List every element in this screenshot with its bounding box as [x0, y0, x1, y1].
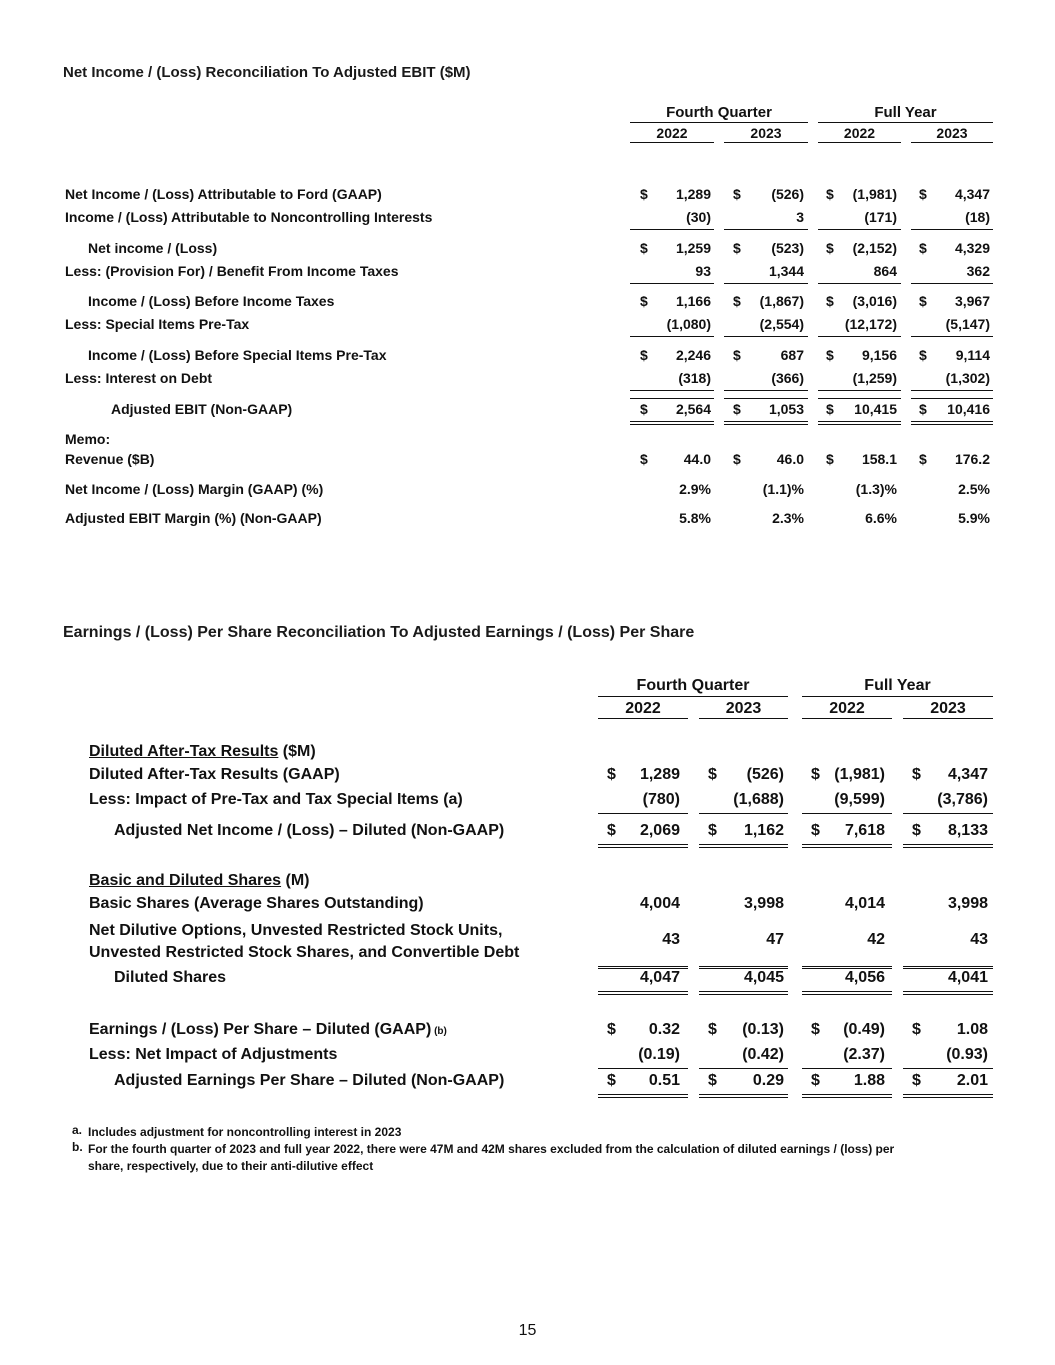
- row-label-text: Adjusted EBIT Margin (%) (Non-GAAP): [65, 510, 322, 526]
- row-label-line: Net Dilutive Options, Unvested Restricted Stock Units,: [89, 922, 503, 939]
- ebit-cell-value: 158.1: [861, 451, 897, 467]
- eps-cell-value: 2,069: [639, 822, 680, 839]
- total-underline: [699, 1068, 788, 1069]
- ebit-cell-value: (318): [678, 370, 711, 386]
- eps-cell-value: 4,014: [844, 895, 885, 912]
- total-underline: [598, 1094, 688, 1095]
- currency-symbol: $: [919, 293, 927, 309]
- eps-table-row: [0, 766, 1055, 788]
- ebit-table-row: [0, 186, 1055, 208]
- eps-year-header: 2022: [829, 700, 865, 717]
- total-underline: [630, 283, 714, 284]
- eps-cell-value: (0.93): [946, 1046, 988, 1063]
- currency-symbol: $: [826, 401, 834, 417]
- eps-year-header: 2023: [725, 700, 762, 717]
- total-underline: [911, 229, 993, 230]
- row-label-text: Less: Interest on Debt: [65, 370, 213, 386]
- eps-row-label: [89, 766, 340, 784]
- total-underline: [818, 229, 901, 230]
- currency-symbol: $: [811, 1072, 820, 1089]
- ebit-table-row: [0, 263, 1055, 285]
- ebit-cell-value: 2.5%: [958, 481, 990, 497]
- eps-table-row: [0, 872, 1055, 894]
- section-heading-unit: (M): [281, 872, 310, 889]
- total-double-underline: [699, 847, 788, 848]
- currency-symbol: $: [919, 186, 927, 202]
- total-underline: [903, 1068, 993, 1069]
- currency-symbol: $: [826, 347, 834, 363]
- row-label-text: Less: Impact of Pre-Tax and Tax Special Items (a): [89, 791, 463, 808]
- total-underline: [724, 283, 808, 284]
- row-label-text: Less: (Provision For) / Benefit From Income Taxes: [65, 263, 399, 279]
- row-label-text: Diluted After-Tax Results (GAAP): [89, 766, 340, 783]
- currency-symbol: $: [733, 186, 741, 202]
- eps-cell-value: 1.08: [956, 1021, 988, 1038]
- eps-table-row: [0, 743, 1055, 765]
- ebit-cell-value: (5,147): [945, 316, 990, 332]
- total-underline: [802, 813, 892, 814]
- ebit-cell-value: 2.3%: [772, 510, 804, 526]
- ebit-cell-value: (1,302): [945, 370, 990, 386]
- eps-cell-value: 1,162: [743, 822, 784, 839]
- eps-cell-value: (1,981): [834, 766, 885, 783]
- ebit-total-top-rule: [724, 398, 808, 399]
- eps-total-top-rule: [699, 966, 788, 967]
- ebit-row-label: [65, 209, 432, 225]
- eps-total-top-rule: [903, 966, 993, 967]
- ebit-cell-value: 46.0: [776, 451, 804, 467]
- eps-header-divider: [598, 696, 788, 697]
- ebit-table-row: [0, 481, 1055, 503]
- total-double-underline: [802, 994, 892, 995]
- currency-symbol: $: [912, 822, 921, 839]
- total-underline: [598, 1068, 688, 1069]
- ebit-year-header: 2022: [843, 125, 876, 141]
- ebit-cell-value: 864: [873, 263, 897, 279]
- ebit-cell-value: (1,981): [852, 186, 897, 202]
- total-double-underline: [818, 424, 901, 425]
- row-label-text: Less: Net Impact of Adjustments: [89, 1046, 338, 1063]
- currency-symbol: $: [919, 401, 927, 417]
- eps-table-row: [0, 791, 1055, 813]
- eps-year-divider: [699, 718, 788, 719]
- currency-symbol: $: [826, 186, 834, 202]
- ebit-cell-value: 4,329: [954, 240, 990, 256]
- currency-symbol: $: [826, 240, 834, 256]
- eps-year-header: 2023: [930, 700, 966, 717]
- currency-symbol: $: [708, 822, 717, 839]
- row-label-text: Adjusted Earnings Per Share – Diluted (Non-GAAP): [114, 1072, 505, 1089]
- total-underline: [630, 336, 714, 337]
- row-label-line: Unvested Restricted Stock Shares, and Convertible Debt: [89, 944, 520, 961]
- currency-symbol: $: [919, 347, 927, 363]
- eps-row-label: [89, 791, 463, 809]
- total-double-underline: [598, 994, 688, 995]
- ebit-row-label: [111, 401, 292, 417]
- eps-cell-value: 4,045: [743, 969, 784, 986]
- ebit-cell-value: 1,289: [675, 186, 711, 202]
- eps-table-title: Earnings / (Loss) Per Share Reconciliation To Adjusted Earnings / (Loss) Per Share: [63, 624, 695, 641]
- eps-cell-value: (1,688): [733, 791, 784, 808]
- eps-row-label: [89, 872, 310, 890]
- total-double-underline: [802, 1097, 892, 1098]
- total-underline: [630, 229, 714, 230]
- eps-cell-value: 0.51: [648, 1072, 680, 1089]
- eps-cell-value: 43: [662, 931, 680, 948]
- ebit-cell-value: 1,344: [768, 263, 804, 279]
- currency-symbol: $: [607, 1072, 616, 1089]
- ebit-cell-value: (1,867): [759, 293, 804, 309]
- total-double-underline: [911, 424, 993, 425]
- ebit-year-header: 2023: [750, 125, 782, 141]
- currency-symbol: $: [607, 766, 616, 783]
- row-label-text: Net Income / (Loss) Margin (GAAP) (%): [65, 481, 324, 497]
- ebit-row-label: [65, 263, 398, 279]
- footnote-a: [72, 1124, 908, 1141]
- eps-cell-value: (0.42): [742, 1046, 784, 1063]
- ebit-total-top-rule: [630, 398, 714, 399]
- eps-cell-value: 1.88: [853, 1072, 885, 1089]
- eps-table-row: [0, 1021, 1055, 1043]
- total-double-underline: [903, 1097, 993, 1098]
- ebit-cell-value: 1,259: [675, 240, 711, 256]
- total-underline: [724, 390, 808, 391]
- total-double-underline: [903, 994, 993, 995]
- ebit-total-top-rule: [818, 398, 901, 399]
- total-underline: [699, 1094, 788, 1095]
- currency-symbol: $: [919, 240, 927, 256]
- ebit-cell-value: 2,564: [675, 401, 711, 417]
- total-underline: [911, 336, 993, 337]
- eps-year-divider: [598, 718, 688, 719]
- eps-row-label: [114, 822, 504, 840]
- eps-cell-value: 0.32: [648, 1021, 680, 1038]
- eps-cell-value: 7,618: [844, 822, 885, 839]
- row-label-text: Income / (Loss) Attributable to Noncontrolling Interests: [65, 209, 433, 225]
- currency-symbol: $: [919, 451, 927, 467]
- total-double-underline: [903, 847, 993, 848]
- footnote-key: b.: [72, 1140, 83, 1154]
- ebit-table-row: [0, 370, 1055, 392]
- total-underline: [598, 844, 688, 845]
- eps-cell-value: 47: [766, 931, 784, 948]
- ebit-table-row: [0, 293, 1055, 315]
- ebit-cell-value: (171): [864, 209, 897, 225]
- currency-symbol: $: [811, 766, 820, 783]
- ebit-cell-value: 2,246: [675, 347, 711, 363]
- ebit-cell-value: (12,172): [844, 316, 897, 332]
- footnote-text: Includes adjustment for noncontrolling interest in 2023: [88, 1125, 402, 1139]
- ebit-table-row: [0, 510, 1055, 532]
- ebit-row-label: [65, 481, 323, 497]
- ebit-cell-value: (526): [771, 186, 804, 202]
- ebit-table-row: [0, 240, 1055, 262]
- ebit-row-label: [65, 316, 249, 332]
- section-heading: Diluted After-Tax Results: [89, 743, 279, 760]
- eps-table-row: [0, 969, 1055, 991]
- row-label-text: Memo:: [65, 431, 111, 447]
- currency-symbol: $: [912, 1021, 921, 1038]
- currency-symbol: $: [708, 1072, 717, 1089]
- ebit-cell-value: 3: [796, 209, 804, 225]
- ebit-cell-value: 44.0: [683, 451, 711, 467]
- ebit-cell-value: 10,416: [947, 401, 990, 417]
- eps-cell-value: (3,786): [937, 791, 988, 808]
- eps-cell-value: 42: [867, 931, 885, 948]
- total-underline: [911, 421, 993, 422]
- currency-symbol: $: [912, 766, 921, 783]
- ebit-cell-value: 1,053: [768, 401, 804, 417]
- eps-cell-value: 43: [970, 931, 988, 948]
- eps-row-label: [89, 895, 424, 913]
- eps-cell-value: 3,998: [743, 895, 784, 912]
- ebit-table-title: Net Income / (Loss) Reconciliation To Adjusted EBIT ($M): [63, 64, 471, 81]
- currency-symbol: $: [640, 240, 648, 256]
- footnote-b: [72, 1141, 908, 1175]
- row-label-text: Basic Shares (Average Shares Outstanding): [89, 895, 424, 912]
- eps-row-label: [114, 969, 226, 987]
- eps-year-divider: [802, 718, 892, 719]
- currency-symbol: $: [708, 766, 717, 783]
- currency-symbol: $: [826, 451, 834, 467]
- total-double-underline: [598, 1097, 688, 1098]
- row-label-text: Less: Special Items Pre-Tax: [65, 316, 250, 332]
- eps-year-header: 2022: [625, 700, 661, 717]
- ebit-cell-value: (1.1)%: [762, 481, 804, 497]
- ebit-table-row: [0, 316, 1055, 338]
- ebit-table-row: [0, 347, 1055, 369]
- ebit-cell-value: 93: [695, 263, 711, 279]
- ebit-row-label: [65, 451, 154, 467]
- footnote-key: a.: [72, 1123, 83, 1137]
- currency-symbol: $: [607, 822, 616, 839]
- total-underline: [598, 991, 688, 992]
- eps-table-row: [0, 822, 1055, 844]
- ebit-cell-value: 176.2: [954, 451, 990, 467]
- ebit-cell-value: 2.9%: [679, 481, 711, 497]
- total-underline: [911, 283, 993, 284]
- total-underline: [802, 1094, 892, 1095]
- total-underline: [802, 1068, 892, 1069]
- ebit-year-divider: [630, 142, 714, 143]
- ebit-row-label: [88, 293, 334, 309]
- total-underline: [903, 991, 993, 992]
- eps-header-full-year: Full Year: [864, 677, 931, 694]
- eps-cell-value: (780): [642, 791, 680, 808]
- ebit-cell-value: 10,415: [854, 401, 897, 417]
- total-underline: [724, 229, 808, 230]
- row-label-text: Earnings / (Loss) Per Share – Diluted (GAAP): [89, 1021, 432, 1038]
- ebit-cell-value: 687: [780, 347, 804, 363]
- eps-cell-value: 4,056: [844, 969, 885, 986]
- eps-row-label: [89, 1021, 447, 1039]
- currency-symbol: $: [708, 1021, 717, 1038]
- eps-row-label: [89, 1046, 337, 1064]
- ebit-cell-value: (30): [686, 209, 711, 225]
- eps-cell-value: 0.29: [752, 1072, 784, 1089]
- currency-symbol: $: [826, 293, 834, 309]
- ebit-row-label: [65, 186, 382, 202]
- currency-symbol: $: [811, 822, 820, 839]
- currency-symbol: $: [640, 451, 648, 467]
- eps-cell-value: (0.49): [843, 1021, 885, 1038]
- ebit-year-header: 2023: [936, 125, 968, 141]
- ebit-cell-value: (1,259): [852, 370, 897, 386]
- ebit-table-row: [0, 431, 1055, 453]
- ebit-table-row: [0, 451, 1055, 473]
- total-underline: [630, 421, 714, 422]
- ebit-cell-value: (2,152): [852, 240, 897, 256]
- ebit-table-row: [0, 401, 1055, 423]
- total-underline: [802, 844, 892, 845]
- ebit-cell-value: (1.3)%: [855, 481, 897, 497]
- eps-table-row: [0, 920, 1055, 961]
- total-underline: [724, 421, 808, 422]
- ebit-cell-value: 362: [966, 263, 990, 279]
- ebit-row-label: [65, 510, 322, 526]
- ebit-header-divider: [818, 122, 993, 123]
- currency-symbol: $: [640, 293, 648, 309]
- row-label-text: Net income / (Loss): [88, 240, 218, 256]
- total-double-underline: [724, 424, 808, 425]
- ebit-year-divider: [818, 142, 901, 143]
- eps-row-label: [89, 920, 519, 964]
- total-underline: [802, 991, 892, 992]
- total-underline: [818, 390, 901, 391]
- total-underline: [818, 421, 901, 422]
- ebit-row-label: [88, 240, 217, 256]
- total-underline: [903, 844, 993, 845]
- eps-cell-value: 8,133: [947, 822, 988, 839]
- ebit-row-label: [65, 431, 110, 447]
- ebit-cell-value: (18): [965, 209, 990, 225]
- footnotes: [72, 1124, 908, 1175]
- ebit-cell-value: 5.8%: [679, 510, 711, 526]
- total-underline: [699, 991, 788, 992]
- eps-cell-value: (0.19): [638, 1046, 680, 1063]
- ebit-row-label: [65, 370, 212, 386]
- ebit-cell-value: 4,347: [954, 186, 990, 202]
- total-underline: [818, 336, 901, 337]
- eps-cell-value: (2.37): [843, 1046, 885, 1063]
- ebit-total-top-rule: [911, 398, 993, 399]
- eps-cell-value: 4,004: [639, 895, 680, 912]
- currency-symbol: $: [733, 347, 741, 363]
- ebit-cell-value: (366): [771, 370, 804, 386]
- eps-header-fourth-quarter: Fourth Quarter: [636, 677, 750, 694]
- ebit-header-fourth-quarter: Fourth Quarter: [666, 104, 772, 121]
- row-label-text: Adjusted EBIT (Non-GAAP): [111, 401, 293, 417]
- ebit-cell-value: 9,114: [955, 347, 990, 363]
- eps-table-row: [0, 895, 1055, 917]
- row-label-text: Adjusted Net Income / (Loss) – Diluted (Non-GAAP): [114, 822, 505, 839]
- row-label-text: Revenue ($B): [65, 451, 155, 467]
- currency-symbol: $: [733, 451, 741, 467]
- total-underline: [903, 813, 993, 814]
- ebit-cell-value: 1,166: [675, 293, 711, 309]
- eps-total-top-rule: [802, 966, 892, 967]
- ebit-cell-value: 3,967: [954, 293, 990, 309]
- ebit-year-header: 2022: [656, 125, 688, 141]
- eps-cell-value: (526): [746, 766, 784, 783]
- eps-header-divider: [802, 696, 993, 697]
- footnote-text: For the fourth quarter of 2023 and full year 2022, there were 47M and 42M shares excluded from the calculation of diluted earnings / (loss) per share, respectively, due to their anti-dilutive effect: [88, 1142, 895, 1173]
- currency-symbol: $: [607, 1021, 616, 1038]
- eps-row-label: [114, 1072, 504, 1090]
- row-label-text: Income / (Loss) Before Special Items Pre-Tax: [88, 347, 387, 363]
- ebit-cell-value: (3,016): [852, 293, 897, 309]
- currency-symbol: $: [811, 1021, 820, 1038]
- eps-cell-value: 4,047: [639, 969, 680, 986]
- eps-cell-value: 3,998: [947, 895, 988, 912]
- eps-total-top-rule: [598, 966, 688, 967]
- eps-cell-value: 4,041: [947, 969, 988, 986]
- ebit-table-row: [0, 209, 1055, 231]
- total-underline: [699, 844, 788, 845]
- total-underline: [598, 813, 688, 814]
- row-label-text: Diluted Shares: [114, 969, 227, 986]
- currency-symbol: $: [733, 293, 741, 309]
- eps-cell-value: 4,347: [947, 766, 988, 783]
- row-label-text: Income / (Loss) Before Income Taxes: [88, 293, 335, 309]
- ebit-cell-value: 6.6%: [865, 510, 897, 526]
- eps-year-divider: [903, 718, 993, 719]
- total-underline: [911, 390, 993, 391]
- eps-cell-value: 2.01: [956, 1072, 988, 1089]
- ebit-row-label: [88, 347, 387, 363]
- eps-table-row: [0, 1046, 1055, 1068]
- eps-row-label: [89, 743, 316, 761]
- eps-cell-value: (0.13): [742, 1021, 784, 1038]
- currency-symbol: $: [640, 186, 648, 202]
- currency-symbol: $: [733, 240, 741, 256]
- total-double-underline: [598, 847, 688, 848]
- row-label-text: Net Income / (Loss) Attributable to Ford (GAAP): [65, 186, 382, 202]
- currency-symbol: $: [640, 347, 648, 363]
- ebit-year-divider: [911, 142, 993, 143]
- total-underline: [699, 813, 788, 814]
- section-heading-unit: ($M): [278, 743, 316, 760]
- total-double-underline: [630, 424, 714, 425]
- ebit-cell-value: (1,080): [666, 316, 711, 332]
- ebit-year-divider: [724, 142, 808, 143]
- eps-cell-value: (9,599): [834, 791, 885, 808]
- total-double-underline: [802, 847, 892, 848]
- section-heading: Basic and Diluted Shares: [89, 872, 282, 889]
- total-double-underline: [699, 1097, 788, 1098]
- page-number: 15: [518, 1322, 537, 1339]
- currency-symbol: $: [912, 1072, 921, 1089]
- eps-cell-value: 1,289: [639, 766, 680, 783]
- footnote-ref: (b): [431, 1026, 447, 1037]
- total-double-underline: [699, 994, 788, 995]
- total-underline: [818, 283, 901, 284]
- ebit-header-divider: [630, 122, 808, 123]
- ebit-header-full-year: Full Year: [874, 104, 937, 121]
- ebit-cell-value: 5.9%: [958, 510, 990, 526]
- ebit-cell-value: (523): [771, 240, 804, 256]
- total-underline: [724, 336, 808, 337]
- eps-table-row: [0, 1072, 1055, 1094]
- currency-symbol: $: [640, 401, 648, 417]
- currency-symbol: $: [733, 401, 741, 417]
- ebit-cell-value: 9,156: [861, 347, 897, 363]
- total-underline: [630, 390, 714, 391]
- total-underline: [903, 1094, 993, 1095]
- ebit-cell-value: (2,554): [759, 316, 804, 332]
